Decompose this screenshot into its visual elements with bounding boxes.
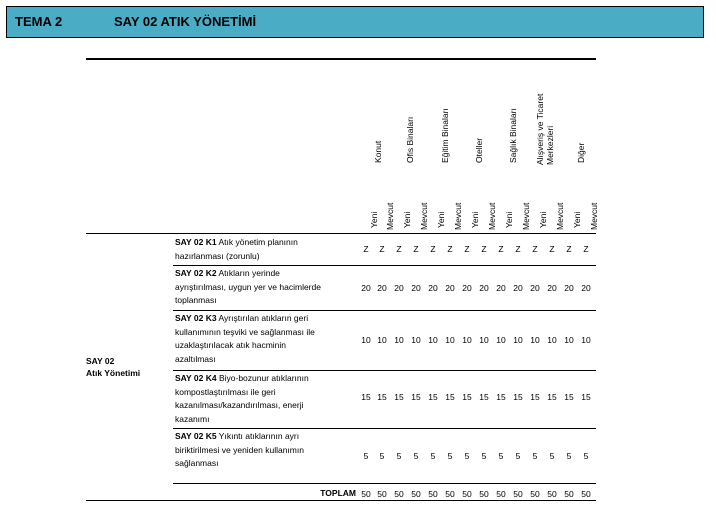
total-label: TOPLAM bbox=[320, 488, 356, 498]
score-cell: 5 bbox=[464, 451, 470, 461]
score-cell: 10 bbox=[547, 335, 557, 345]
total-cell: 50 bbox=[394, 489, 404, 499]
subheader-new: Yeni bbox=[538, 211, 548, 228]
total-cell: 50 bbox=[462, 489, 472, 499]
score-cell: 10 bbox=[496, 335, 506, 345]
total-cell: 50 bbox=[564, 489, 574, 499]
total-cell: 50 bbox=[428, 489, 438, 499]
criterion-text: Yıkıntı atıklarının ayrı bbox=[216, 431, 300, 441]
score-cell: 5 bbox=[549, 451, 555, 461]
criterion-text: ayrıştırılması, uygun yer ve hacimlerde bbox=[175, 281, 321, 292]
criterion-text: kazanımı bbox=[175, 413, 210, 424]
criterion-text: kazanılması/kazandırılması, enerji bbox=[175, 400, 304, 410]
subheader-new: Yeni bbox=[504, 211, 514, 228]
subheader-existing: Mevcut bbox=[487, 202, 497, 230]
column-header-4: Sağlık Binaları bbox=[508, 108, 518, 163]
score-cell: 20 bbox=[513, 283, 523, 293]
row-divider bbox=[173, 483, 596, 484]
column-header-1: Ofis Binaları bbox=[405, 116, 415, 163]
score-cell: 15 bbox=[462, 392, 472, 402]
score-cell: 15 bbox=[496, 392, 506, 402]
total-cell: 50 bbox=[496, 489, 506, 499]
criterion-text: toplanması bbox=[175, 295, 217, 305]
header-bottom-rule bbox=[86, 233, 596, 234]
total-cell: 50 bbox=[445, 489, 455, 499]
total-cell: 50 bbox=[411, 489, 421, 499]
score-cell: 5 bbox=[413, 451, 419, 461]
score-cell: Z bbox=[549, 244, 555, 254]
score-cell: 15 bbox=[411, 392, 421, 402]
score-cell: 10 bbox=[530, 335, 540, 345]
score-cell: 20 bbox=[581, 283, 591, 293]
score-cell: 20 bbox=[547, 283, 557, 293]
row-divider bbox=[173, 265, 596, 266]
total-cell: 50 bbox=[361, 489, 371, 499]
theme-title: SAY 02 ATIK YÖNETİMİ bbox=[114, 14, 257, 29]
score-cell: 15 bbox=[513, 392, 523, 402]
criterion-code: SAY 02 K1 bbox=[175, 237, 217, 247]
total-cell: 50 bbox=[581, 489, 591, 499]
criterion-text: Atıkların yerinde bbox=[216, 268, 280, 278]
score-cell: 5 bbox=[363, 451, 369, 461]
score-cell: 20 bbox=[564, 283, 574, 293]
score-cell: 20 bbox=[394, 283, 404, 293]
score-cell: 5 bbox=[396, 451, 402, 461]
score-cell: Z bbox=[515, 244, 521, 254]
score-cell: 10 bbox=[581, 335, 591, 345]
score-cell: 15 bbox=[394, 392, 404, 402]
score-cell: Z bbox=[413, 244, 419, 254]
score-cell: 20 bbox=[428, 283, 438, 293]
score-cell: 10 bbox=[428, 335, 438, 345]
total-cell: 50 bbox=[377, 489, 387, 499]
score-cell: 10 bbox=[377, 335, 387, 345]
subheader-new: Yeni bbox=[470, 211, 480, 228]
section-name: Atık Yönetimi bbox=[86, 368, 141, 378]
score-cell: 10 bbox=[411, 335, 421, 345]
column-header-2: Eğitim Binaları bbox=[440, 108, 450, 163]
subheader-new: Yeni bbox=[572, 211, 582, 228]
row-divider bbox=[173, 428, 596, 429]
criterion-code: SAY 02 K2 bbox=[175, 268, 217, 278]
score-cell: 5 bbox=[515, 451, 521, 461]
criterion-4 bbox=[175, 372, 355, 426]
column-header-3: Oteller bbox=[474, 137, 484, 163]
score-cell: Z bbox=[396, 244, 402, 254]
subheader-new: Yeni bbox=[402, 211, 412, 228]
section-code: SAY 02 bbox=[86, 356, 115, 366]
total-cell: 50 bbox=[479, 489, 489, 499]
column-header-5: Alışveriş ve Ticaret bbox=[535, 93, 545, 165]
score-cell: Z bbox=[498, 244, 504, 254]
score-cell: 15 bbox=[428, 392, 438, 402]
score-cell: 5 bbox=[481, 451, 487, 461]
score-cell: 5 bbox=[379, 451, 385, 461]
score-cell: 20 bbox=[530, 283, 540, 293]
subheader-existing: Mevcut bbox=[589, 202, 599, 230]
criterion-text: hazırlanması (zorunlu) bbox=[175, 250, 260, 261]
criterion-code: SAY 02 K4 bbox=[175, 373, 217, 383]
criterion-text: Atık yönetim planının bbox=[216, 237, 298, 247]
score-cell: 15 bbox=[581, 392, 591, 402]
score-cell: Z bbox=[566, 244, 572, 254]
score-cell: 20 bbox=[445, 283, 455, 293]
total-cell: 50 bbox=[547, 489, 557, 499]
score-cell: 10 bbox=[513, 335, 523, 345]
criterion-text: Biyo-bozunur atıklarının bbox=[216, 373, 309, 383]
subheader-existing: Mevcut bbox=[419, 202, 429, 230]
score-cell: 20 bbox=[361, 283, 371, 293]
criterion-text: uzaklaştırılacak atık hacminin bbox=[175, 340, 287, 350]
score-cell: Z bbox=[430, 244, 436, 254]
criterion-text: Ayrıştırılan atıkların geri bbox=[216, 313, 309, 323]
criterion-text: kompostlaştırılması ile geri bbox=[175, 386, 276, 397]
score-cell: Z bbox=[583, 244, 589, 254]
subheader-new: Yeni bbox=[436, 211, 446, 228]
subheader-existing: Mevcut bbox=[521, 202, 531, 230]
criterion-text: sağlanması bbox=[175, 458, 219, 468]
score-cell: 10 bbox=[564, 335, 574, 345]
criterion-text: kullanımının teşviki ve sağlanması ile bbox=[175, 326, 315, 337]
column-header-5: Merkezleri bbox=[545, 125, 555, 165]
theme-number: TEMA 2 bbox=[15, 14, 63, 29]
score-cell: Z bbox=[379, 244, 385, 254]
criterion-5 bbox=[175, 430, 355, 471]
subheader-existing: Mevcut bbox=[453, 202, 463, 230]
score-cell: 10 bbox=[394, 335, 404, 345]
theme-banner bbox=[6, 6, 704, 38]
table-bottom-rule bbox=[86, 500, 596, 501]
score-cell: 20 bbox=[496, 283, 506, 293]
score-cell: 5 bbox=[566, 451, 572, 461]
subheader-new: Yeni bbox=[369, 211, 379, 228]
score-cell: 15 bbox=[530, 392, 540, 402]
row-divider bbox=[173, 370, 596, 371]
score-cell: 5 bbox=[447, 451, 453, 461]
criterion-1 bbox=[175, 236, 355, 263]
score-cell: Z bbox=[447, 244, 453, 254]
score-cell: 15 bbox=[377, 392, 387, 402]
score-cell: Z bbox=[464, 244, 470, 254]
score-cell: 15 bbox=[564, 392, 574, 402]
score-cell: 5 bbox=[532, 451, 538, 461]
criterion-3 bbox=[175, 312, 355, 366]
criterion-text: azaltılması bbox=[175, 353, 216, 364]
row-divider bbox=[173, 310, 596, 311]
score-cell: 5 bbox=[583, 451, 589, 461]
subheader-existing: Mevcut bbox=[385, 202, 395, 230]
score-cell: 20 bbox=[479, 283, 489, 293]
score-cell: 10 bbox=[462, 335, 472, 345]
total-cell: 50 bbox=[530, 489, 540, 499]
score-cell: 20 bbox=[462, 283, 472, 293]
score-cell: 10 bbox=[479, 335, 489, 345]
score-cell: 15 bbox=[547, 392, 557, 402]
score-cell: 15 bbox=[361, 392, 371, 402]
score-cell: 15 bbox=[445, 392, 455, 402]
score-cell: Z bbox=[481, 244, 487, 254]
subheader-existing: Mevcut bbox=[555, 202, 565, 230]
criterion-code: SAY 02 K3 bbox=[175, 313, 217, 323]
criterion-text: biriktirilmesi ve yeniden kullanımın bbox=[175, 444, 304, 455]
total-cell: 50 bbox=[513, 489, 523, 499]
score-cell: Z bbox=[363, 244, 369, 254]
score-cell: 20 bbox=[411, 283, 421, 293]
score-cell: 5 bbox=[430, 451, 436, 461]
score-cell: 15 bbox=[479, 392, 489, 402]
table-top-rule bbox=[86, 58, 596, 60]
column-header-6: Diğer bbox=[576, 142, 586, 163]
score-cell: 10 bbox=[445, 335, 455, 345]
score-cell: 5 bbox=[498, 451, 504, 461]
section-label bbox=[86, 355, 140, 379]
criterion-code: SAY 02 K5 bbox=[175, 431, 217, 441]
score-cell: Z bbox=[532, 244, 538, 254]
criterion-2 bbox=[175, 267, 355, 308]
score-cell: 10 bbox=[361, 335, 371, 345]
column-header-0: Konut bbox=[373, 140, 383, 163]
score-cell: 20 bbox=[377, 283, 387, 293]
